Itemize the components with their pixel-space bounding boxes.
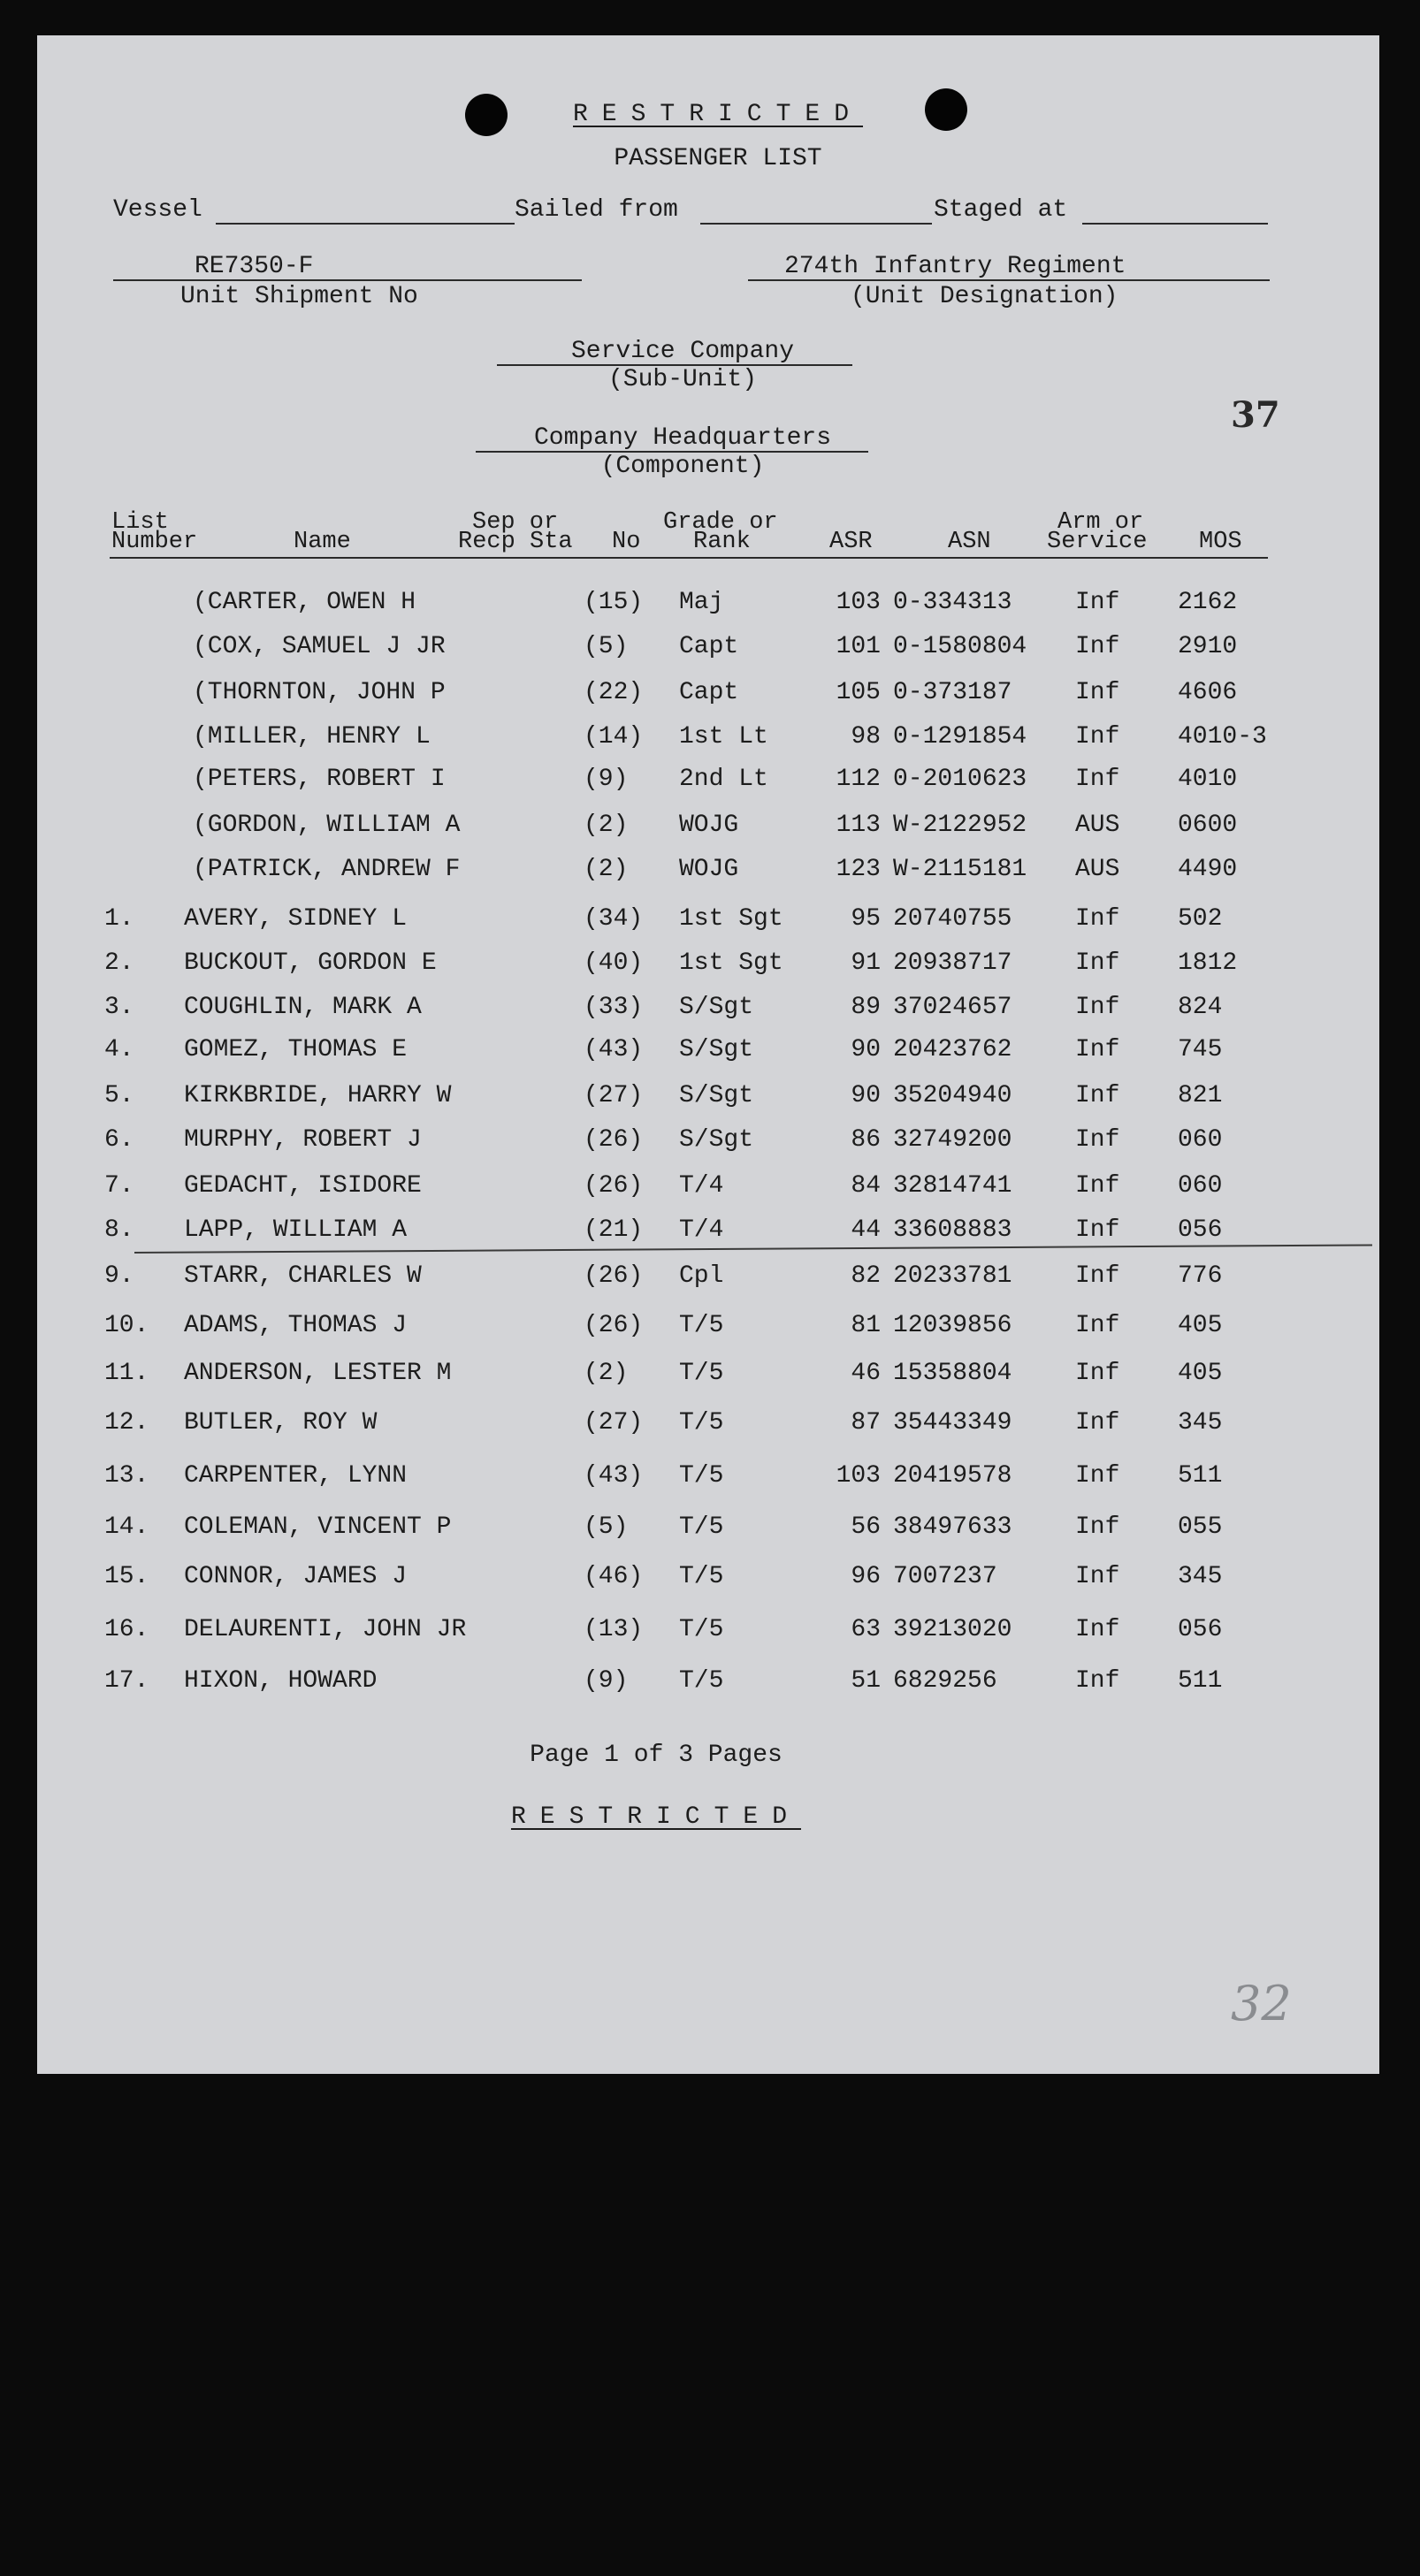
cell-num: 13. (104, 1462, 149, 1490)
staged-at-line (1082, 223, 1268, 225)
cell-mos: 056 (1178, 1216, 1223, 1244)
cell-name: (CARTER, OWEN H (193, 589, 416, 616)
cell-grade: T/5 (679, 1667, 724, 1695)
cell-arm: Inf (1075, 1036, 1120, 1063)
cell-num: 2. (104, 949, 134, 977)
cell-arm: Inf (1075, 1409, 1120, 1437)
cell-asr: 95 (851, 905, 881, 933)
cell-grade: T/4 (679, 1172, 724, 1200)
cell-no: (27) (584, 1082, 644, 1109)
cell-asr: 82 (851, 1262, 881, 1290)
cell-name: DELAURENTI, JOHN JR (184, 1616, 467, 1643)
unit-shipment-line (113, 279, 582, 281)
cell-asn: 0-1580804 (893, 633, 1027, 660)
cell-arm: Inf (1075, 949, 1120, 977)
cell-name: (PETERS, ROBERT I (193, 766, 446, 793)
cell-grade: S/Sgt (679, 994, 754, 1021)
cell-arm: Inf (1075, 1312, 1120, 1339)
vessel-line (216, 223, 515, 225)
cell-no: (34) (584, 905, 644, 933)
cell-mos: 4606 (1178, 679, 1238, 706)
header-rule (110, 557, 1268, 559)
cell-asr: 89 (851, 994, 881, 1021)
cell-grade: T/5 (679, 1616, 724, 1643)
cell-asn: 35443349 (893, 1409, 1012, 1437)
cell-asn: 20423762 (893, 1036, 1012, 1063)
component-value: Company Headquarters (533, 424, 832, 452)
cell-arm: Inf (1075, 723, 1120, 751)
cell-name: (MILLER, HENRY L (193, 723, 431, 751)
cell-asn: 12039856 (893, 1312, 1012, 1339)
cell-asr: 84 (851, 1172, 881, 1200)
cell-asn: 32749200 (893, 1126, 1012, 1154)
cell-asn: 20938717 (893, 949, 1012, 977)
cell-no: (46) (584, 1563, 644, 1590)
cell-no: (9) (584, 1667, 629, 1695)
staged-at-label: Staged at (934, 196, 1068, 224)
unit-shipment-label: Unit Shipment No (180, 283, 418, 310)
handwritten-page-number: 32 (1231, 1976, 1292, 2031)
cell-mos: 0600 (1178, 812, 1238, 839)
cell-mos: 776 (1178, 1262, 1223, 1290)
col-no: No (612, 529, 641, 555)
cell-grade: Capt (679, 633, 739, 660)
col-list-number-l2: Number (111, 529, 198, 555)
cell-asn: 37024657 (893, 994, 1012, 1021)
cell-arm: AUS (1075, 812, 1120, 839)
cell-asr: 56 (851, 1513, 881, 1541)
cell-name: (COX, SAMUEL J JR (193, 633, 446, 660)
cell-asn: 38497633 (893, 1513, 1012, 1541)
cell-grade: 1st Lt (679, 723, 768, 751)
cell-num: 11. (104, 1360, 149, 1387)
cell-mos: 405 (1178, 1360, 1223, 1387)
cell-asn: 0-373187 (893, 679, 1012, 706)
cell-asn: 32814741 (893, 1172, 1012, 1200)
cell-num: 14. (104, 1513, 149, 1541)
cell-arm: Inf (1075, 766, 1120, 793)
cell-mos: 2910 (1178, 633, 1238, 660)
cell-asr: 86 (851, 1126, 881, 1154)
cell-asr: 112 (836, 766, 881, 793)
cell-arm: Inf (1075, 1172, 1120, 1200)
cell-mos: 511 (1178, 1667, 1223, 1695)
cell-num: 17. (104, 1667, 149, 1695)
cell-no: (5) (584, 633, 629, 660)
cell-asr: 90 (851, 1082, 881, 1109)
cell-no: (22) (584, 679, 644, 706)
cell-arm: Inf (1075, 1082, 1120, 1109)
cell-mos: 821 (1178, 1082, 1223, 1109)
col-sep-recp-l1: Sep or (472, 509, 559, 536)
cell-asn: 20740755 (893, 905, 1012, 933)
cell-asr: 91 (851, 949, 881, 977)
cell-name: MURPHY, ROBERT J (184, 1126, 422, 1154)
cell-grade: S/Sgt (679, 1082, 754, 1109)
cell-arm: Inf (1075, 589, 1120, 616)
cell-asn: 39213020 (893, 1616, 1012, 1643)
sailed-from-line (700, 223, 932, 225)
cell-mos: 345 (1178, 1409, 1223, 1437)
cell-asn: 20233781 (893, 1262, 1012, 1290)
cell-name: CARPENTER, LYNN (184, 1462, 408, 1490)
document-page (37, 35, 1379, 2074)
cell-asr: 113 (836, 812, 881, 839)
cell-asr: 103 (836, 589, 881, 616)
cell-asn: 20419578 (893, 1462, 1012, 1490)
col-name: Name (294, 529, 351, 555)
cell-no: (5) (584, 1513, 629, 1541)
cell-name: CONNOR, JAMES J (184, 1563, 408, 1590)
cell-name: KIRKBRIDE, HARRY W (184, 1082, 452, 1109)
cell-arm: Inf (1075, 1462, 1120, 1490)
cell-mos: 1812 (1178, 949, 1238, 977)
cell-num: 6. (104, 1126, 134, 1154)
cell-asr: 96 (851, 1563, 881, 1590)
cell-name: STARR, CHARLES W (184, 1262, 422, 1290)
unit-designation-line (748, 279, 1270, 281)
cell-no: (27) (584, 1409, 644, 1437)
cell-grade: Cpl (679, 1262, 724, 1290)
cell-grade: S/Sgt (679, 1126, 754, 1154)
cell-asn: 0-334313 (893, 589, 1012, 616)
cell-arm: Inf (1075, 679, 1120, 706)
document-title: PASSENGER LIST (614, 145, 822, 172)
cell-name: (THORNTON, JOHN P (193, 679, 446, 706)
sailed-from-label: Sailed from (515, 196, 678, 224)
cell-mos: 060 (1178, 1172, 1223, 1200)
cell-grade: 2nd Lt (679, 766, 768, 793)
unit-shipment-value: RE7350-F (195, 253, 314, 280)
cell-grade: T/5 (679, 1360, 724, 1387)
cell-no: (2) (584, 856, 629, 883)
cell-mos: 056 (1178, 1616, 1223, 1643)
cell-name: (PATRICK, ANDREW F (193, 856, 461, 883)
cell-asn: W-2122952 (893, 812, 1027, 839)
cell-name: (GORDON, WILLIAM A (193, 812, 461, 839)
cell-arm: Inf (1075, 1216, 1120, 1244)
cell-no: (26) (584, 1126, 644, 1154)
col-arm-service-l2: Service (1047, 529, 1148, 555)
cell-grade: T/5 (679, 1312, 724, 1339)
cell-arm: AUS (1075, 856, 1120, 883)
col-sep-recp-l2: Recp Sta (458, 529, 573, 555)
cell-arm: Inf (1075, 1262, 1120, 1290)
cell-asr: 123 (836, 856, 881, 883)
cell-mos: 824 (1178, 994, 1223, 1021)
cell-no: (43) (584, 1462, 644, 1490)
cell-grade: WOJG (679, 856, 739, 883)
punch-hole-right (925, 88, 967, 131)
cell-grade: Maj (679, 589, 724, 616)
cell-num: 8. (104, 1216, 134, 1244)
cell-grade: Capt (679, 679, 739, 706)
cell-asr: 46 (851, 1360, 881, 1387)
cell-grade: T/5 (679, 1409, 724, 1437)
cell-asn: 15358804 (893, 1360, 1012, 1387)
sub-unit-label: (Sub-Unit) (607, 366, 758, 393)
cell-arm: Inf (1075, 905, 1120, 933)
vessel-label: Vessel (113, 196, 202, 224)
unit-designation-label: (Unit Designation) (851, 283, 1118, 310)
restricted-footer: RESTRICTED (510, 1803, 802, 1831)
cell-num: 12. (104, 1409, 149, 1437)
cell-no: (43) (584, 1036, 644, 1063)
cell-asn: 0-1291854 (893, 723, 1027, 751)
cell-mos: 4010 (1178, 766, 1238, 793)
cell-name: GOMEZ, THOMAS E (184, 1036, 408, 1063)
cell-grade: T/5 (679, 1462, 724, 1490)
cell-asr: 44 (851, 1216, 881, 1244)
sub-unit-value: Service Company (570, 338, 795, 365)
cell-asr: 81 (851, 1312, 881, 1339)
cell-mos: 502 (1178, 905, 1223, 933)
cell-no: (2) (584, 812, 629, 839)
restricted-heading: RESTRICTED (572, 101, 864, 128)
cell-no: (26) (584, 1172, 644, 1200)
cell-name: COUGHLIN, MARK A (184, 994, 422, 1021)
unit-designation-value: 274th Infantry Regiment (784, 253, 1126, 280)
col-mos: MOS (1199, 529, 1242, 555)
cell-arm: Inf (1075, 1616, 1120, 1643)
cell-no: (9) (584, 766, 629, 793)
cell-no: (40) (584, 949, 644, 977)
cell-no: (33) (584, 994, 644, 1021)
cell-name: COLEMAN, VINCENT P (184, 1513, 452, 1541)
cell-no: (2) (584, 1360, 629, 1387)
cell-asn: 6829256 (893, 1667, 997, 1695)
cell-grade: 1st Sgt (679, 949, 783, 977)
cell-arm: Inf (1075, 994, 1120, 1021)
col-grade-l2: Rank (693, 529, 751, 555)
cell-num: 5. (104, 1082, 134, 1109)
cell-asr: 90 (851, 1036, 881, 1063)
cell-num: 3. (104, 994, 134, 1021)
cell-name: LAPP, WILLIAM A (184, 1216, 408, 1244)
cell-arm: Inf (1075, 1667, 1120, 1695)
cell-grade: T/5 (679, 1513, 724, 1541)
cell-asr: 51 (851, 1667, 881, 1695)
cell-name: HIXON, HOWARD (184, 1667, 378, 1695)
col-grade-l1: Grade or (663, 509, 778, 536)
col-arm-service-l1: Arm or (1057, 509, 1144, 536)
cell-asn: 7007237 (893, 1563, 997, 1590)
cell-mos: 060 (1178, 1126, 1223, 1154)
cell-asr: 105 (836, 679, 881, 706)
cell-no: (14) (584, 723, 644, 751)
cell-no: (15) (584, 589, 644, 616)
cell-name: BUTLER, ROY W (184, 1409, 378, 1437)
cell-num: 10. (104, 1312, 149, 1339)
cell-no: (21) (584, 1216, 644, 1244)
cell-grade: WOJG (679, 812, 739, 839)
cell-no: (26) (584, 1312, 644, 1339)
cell-mos: 745 (1178, 1036, 1223, 1063)
component-label: (Component) (600, 453, 765, 480)
cell-mos: 345 (1178, 1563, 1223, 1590)
col-asr: ASR (829, 529, 873, 555)
cell-asn: 0-2010623 (893, 766, 1027, 793)
cell-arm: Inf (1075, 1126, 1120, 1154)
punch-hole-left (465, 94, 508, 136)
page-stamp-number: 37 (1231, 394, 1280, 436)
cell-asr: 101 (836, 633, 881, 660)
cell-num: 9. (104, 1262, 134, 1290)
col-list-number-l1: List (111, 509, 169, 536)
cell-asr: 87 (851, 1409, 881, 1437)
cell-asr: 103 (836, 1462, 881, 1490)
cell-mos: 4490 (1178, 856, 1238, 883)
cell-grade: T/5 (679, 1563, 724, 1590)
cell-asn: 33608883 (893, 1216, 1012, 1244)
cell-num: 4. (104, 1036, 134, 1063)
cell-arm: Inf (1075, 1563, 1120, 1590)
cell-arm: Inf (1075, 633, 1120, 660)
cell-no: (26) (584, 1262, 644, 1290)
cell-name: ANDERSON, LESTER M (184, 1360, 452, 1387)
cell-name: BUCKOUT, GORDON E (184, 949, 437, 977)
cell-mos: 511 (1178, 1462, 1223, 1490)
cell-name: ADAMS, THOMAS J (184, 1312, 408, 1339)
cell-grade: S/Sgt (679, 1036, 754, 1063)
cell-arm: Inf (1075, 1360, 1120, 1387)
cell-arm: Inf (1075, 1513, 1120, 1541)
strikethrough-line (134, 1244, 1372, 1254)
cell-num: 16. (104, 1616, 149, 1643)
cell-asn: W-2115181 (893, 856, 1027, 883)
cell-grade: T/4 (679, 1216, 724, 1244)
cell-mos: 4010-3 (1178, 723, 1267, 751)
cell-asr: 98 (851, 723, 881, 751)
cell-grade: 1st Sgt (679, 905, 783, 933)
cell-no: (13) (584, 1616, 644, 1643)
cell-num: 1. (104, 905, 134, 933)
cell-mos: 405 (1178, 1312, 1223, 1339)
page-info: Page 1 of 3 Pages (530, 1741, 783, 1769)
cell-asn: 35204940 (893, 1082, 1012, 1109)
cell-num: 7. (104, 1172, 134, 1200)
cell-num: 15. (104, 1563, 149, 1590)
cell-name: GEDACHT, ISIDORE (184, 1172, 422, 1200)
cell-mos: 2162 (1178, 589, 1238, 616)
cell-asr: 63 (851, 1616, 881, 1643)
col-asn: ASN (948, 529, 991, 555)
cell-name: AVERY, SIDNEY L (184, 905, 408, 933)
cell-mos: 055 (1178, 1513, 1223, 1541)
